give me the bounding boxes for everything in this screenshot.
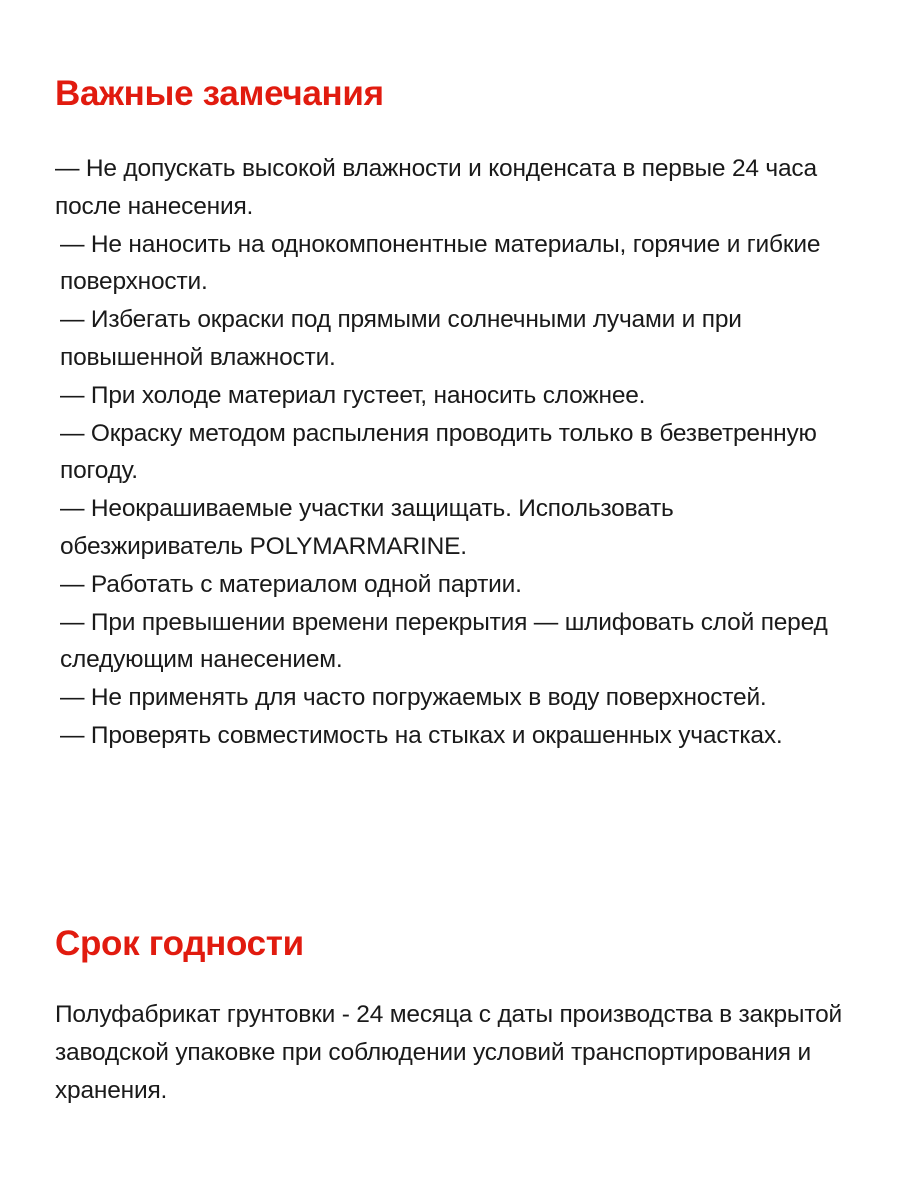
note-item: — Не допускать высокой влажности и конденсата в первые 24 часа после нанесения. (55, 155, 817, 220)
shelf-life-section (55, 916, 845, 1104)
note-item: — При превышении времени перекрытия — шлифовать слой перед следующим нанесением. (60, 608, 828, 674)
note-item: — Проверять совместимость на стыках и окрашенных участках. (60, 721, 783, 749)
note-item: — Неокрашиваемые участки защищать. Использовать обезжириватель POLYMARMARINE. (60, 495, 674, 560)
important-notes-heading: Важные замечания (55, 74, 384, 113)
note-item: — Не применять для часто погружаемых в воду поверхностей. (60, 684, 767, 712)
important-notes-section (55, 66, 845, 749)
note-item: — Работать с материалом одной партии. (60, 570, 522, 598)
shelf-life-text: Полуфабрикат грунтовки - 24 месяца с даты производства в закрытой заводской упаковке при соблюдении условий транспортирования и хранения. (55, 1001, 842, 1104)
important-notes-list (55, 150, 845, 755)
note-item: — Не наносить на однокомпонентные материалы, горячие и гибкие поверхности. (60, 230, 821, 296)
note-item: — Окраску методом распыления проводить только в безветренную погоду. (60, 419, 817, 485)
shelf-life-heading: Срок годности (55, 924, 304, 963)
note-item: — Избегать окраски под прямыми солнечными лучами и при повышенной влажности. (60, 306, 742, 371)
note-item: — При холоде материал густеет, наносить сложнее. (60, 381, 646, 409)
